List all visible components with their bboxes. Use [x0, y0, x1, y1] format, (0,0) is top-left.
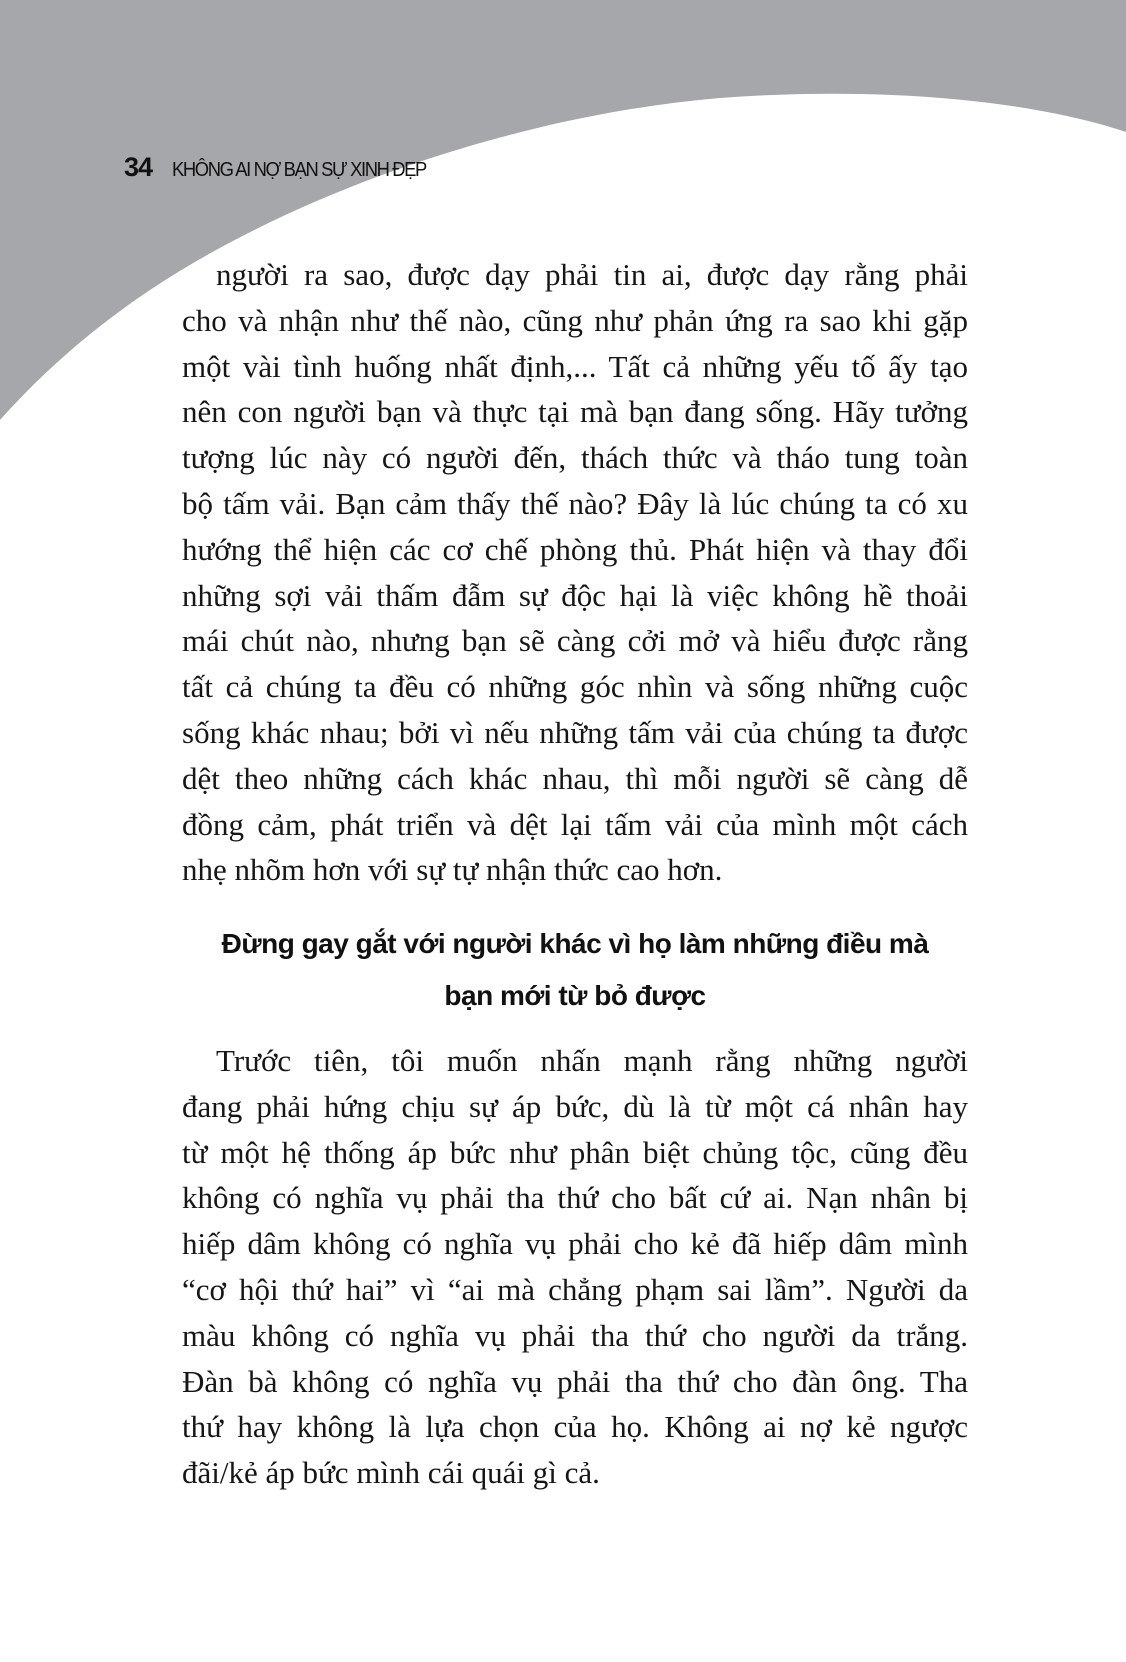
text-line: thứ hay không là lựa chọn của họ. Không ai nợ kẻ ngược — [182, 1409, 968, 1445]
text-line: Đàn bà không có nghĩa vụ phải tha thứ cho đàn ông. Tha — [182, 1363, 968, 1399]
text-line: người ra sao, được dạy phải tin ai, được dạy rằng phải — [216, 257, 968, 292]
text-line: cho và nhận như thế nào, cũng như phản ứng ra sao khi gặp — [182, 302, 968, 338]
page-number: 34 — [124, 152, 153, 182]
text-line: nên con người bạn và thực tại mà bạn đang sống. Hãy tưởng — [182, 394, 968, 430]
heading-line: bạn mới từ bỏ được — [444, 980, 706, 1011]
text-line: đồng cảm, phát triển và dệt lại tấm vải của mình một cách — [182, 806, 968, 842]
text-line: những sợi vải thấm đẫm sự độc hại là việc không hề thoải — [182, 577, 968, 613]
text-line: sống khác nhau; bởi vì nếu những tấm vải của chúng ta được — [182, 714, 968, 750]
text-line: nhẹ nhõm hơn với sự tự nhận thức cao hơn. — [182, 852, 723, 888]
text-line: đang phải hứng chịu sự áp bức, dù là từ một cá nhân hay — [182, 1088, 968, 1124]
text-line: màu không có nghĩa vụ phải tha thứ cho người da trắng. — [182, 1317, 968, 1353]
text-line: dệt theo những cách khác nhau, thì mỗi người sẽ càng dễ — [182, 760, 968, 796]
text-line: tất cả chúng ta đều có những góc nhìn và sống những cuộc — [182, 669, 968, 705]
section-heading — [150, 918, 1000, 1022]
text-line: Trước tiên, tôi muốn nhấn mạnh rằng những người — [216, 1043, 968, 1078]
book-title: KHÔNG AI NỢ BẠN SỰ XINH ĐẸP — [172, 159, 426, 181]
text-line: không có nghĩa vụ phải tha thứ cho bất cứ ai. Nạn nhân bị — [182, 1180, 968, 1216]
heading-line: Đừng gay gắt với người khác vì họ làm những điều mà — [221, 928, 929, 959]
text-line: mái chút nào, nhưng bạn sẽ càng cởi mở và hiểu được rằng — [182, 623, 968, 659]
text-line: hiếp dâm không có nghĩa vụ phải cho kẻ đã hiếp dâm mình — [182, 1226, 968, 1262]
text-line: từ một hệ thống áp bức như phân biệt chủng tộc, cũng đều — [182, 1134, 968, 1170]
text-line: tượng lúc này có người đến, thách thức và tháo tung toàn — [182, 440, 968, 476]
text-line: hướng thể hiện các cơ chế phòng thủ. Phát hiện và thay đổi — [182, 531, 968, 567]
text-line: bộ tấm vải. Bạn cảm thấy thế nào? Đây là lúc chúng ta có xu — [182, 485, 968, 521]
text-line: “cơ hội thứ hai” vì “ai mà chẳng phạm sai lầm”. Người da — [182, 1271, 968, 1307]
text-line: một vài tình huống nhất định,... Tất cả những yếu tố ấy tạo — [182, 348, 968, 384]
text-line: đãi/kẻ áp bức mình cái quái gì cả. — [182, 1455, 600, 1491]
paragraph-2 — [182, 1038, 968, 1496]
paragraph-1 — [182, 252, 968, 893]
running-header — [124, 152, 448, 183]
